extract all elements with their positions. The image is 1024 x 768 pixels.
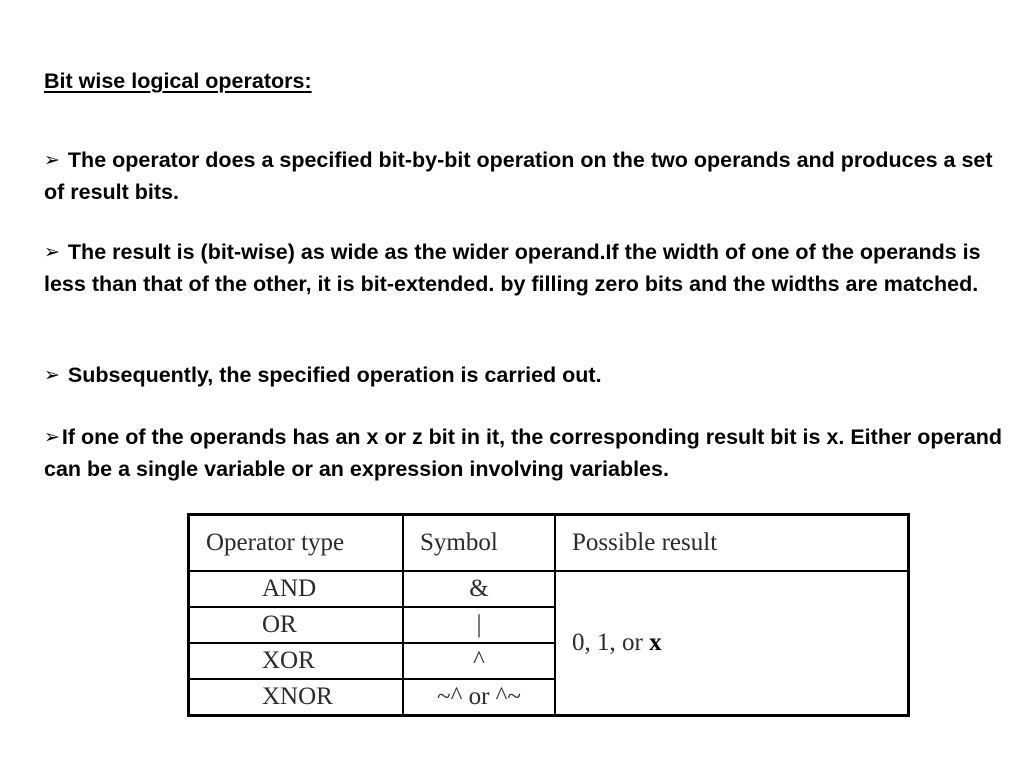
bullet-text-4: If one of the operands has an x or z bit in it, the corresponding result bit is x. Either operand can be a single variable or an expression involving variables.: [44, 425, 1003, 481]
result-x: x: [649, 629, 662, 656]
arrow-bullet-icon: ➢: [44, 426, 60, 448]
bullet-text-1: The operator does a specified bit-by-bit operation on the two operands and produces a set of result bits.: [44, 148, 993, 204]
operator-type-cell: AND: [189, 571, 404, 607]
bullet-paragraph-4: [44, 422, 1004, 485]
operator-table: [187, 513, 910, 717]
symbol-cell: |: [403, 607, 555, 643]
possible-result-cell: [555, 571, 909, 716]
bullet-text-2: The result is (bit-wise) as wide as the wider operand.If the width of one of the operands is less than that of the other, it is bit-extended. by filling zero bits and the widths are matched.: [44, 240, 981, 296]
table-header-row: [189, 515, 909, 572]
header-symbol: Symbol: [403, 515, 555, 572]
bullet-paragraph-1: [44, 145, 1004, 208]
slide-heading: Bit wise logical operators:: [44, 69, 312, 93]
bullet-paragraph-3: [44, 360, 1004, 392]
arrow-bullet-icon: ➢: [44, 364, 60, 386]
arrow-bullet-icon: ➢: [44, 149, 60, 171]
operator-type-cell: XOR: [189, 643, 404, 679]
bullet-paragraph-2: [44, 237, 1004, 300]
table-row: [189, 571, 909, 607]
result-prefix: 0, 1, or: [572, 629, 650, 656]
symbol-cell: ^: [403, 643, 555, 679]
symbol-cell: ~^ or ^~: [403, 679, 555, 716]
symbol-cell: &: [403, 571, 555, 607]
operator-type-cell: XNOR: [189, 679, 404, 716]
operator-type-cell: OR: [189, 607, 404, 643]
bullet-text-3: Subsequently, the specified operation is carried out.: [67, 363, 602, 387]
header-possible-result: Possible result: [555, 515, 909, 572]
header-operator-type: Operator type: [189, 515, 404, 572]
arrow-bullet-icon: ➢: [44, 241, 60, 263]
